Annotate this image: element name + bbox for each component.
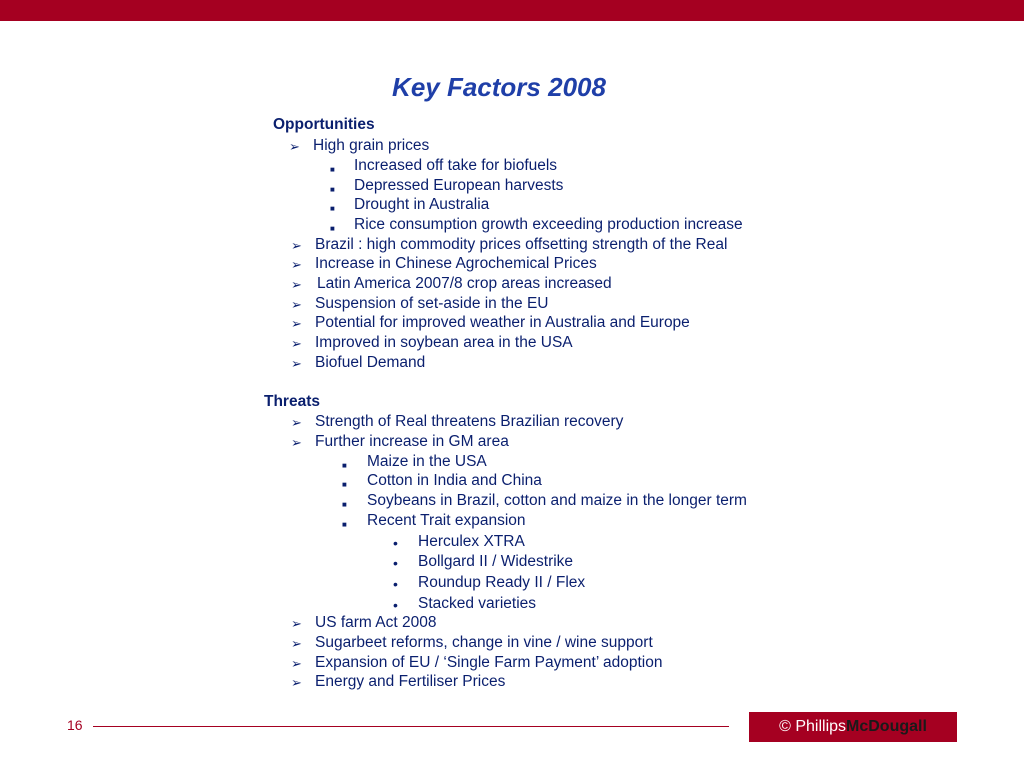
list-item xyxy=(289,137,430,155)
list-item-text: Stacked varieties xyxy=(418,595,537,612)
list-item-text: Improved in soybean area in the USA xyxy=(315,334,573,351)
list-item-text: Depressed European harvests xyxy=(354,177,564,194)
square-bullet-icon: ■ xyxy=(330,185,335,194)
top-accent-bar xyxy=(0,0,1024,21)
slide-title: Key Factors 2008 xyxy=(392,72,606,102)
list-item-text: Rice consumption growth exceeding production increase xyxy=(354,216,743,233)
list-item-text: Latin America 2007/8 crop areas increased xyxy=(317,275,612,292)
dot-bullet-icon: • xyxy=(393,597,398,613)
list-item xyxy=(291,236,728,254)
arrow-bullet-icon: ➢ xyxy=(291,336,302,351)
list-item-text: Potential for improved weather in Australia and Europe xyxy=(315,314,690,331)
list-item xyxy=(291,275,612,293)
arrow-bullet-icon: ➢ xyxy=(291,435,302,450)
list-item-text: Increase in Chinese Agrochemical Prices xyxy=(315,255,597,272)
list-item xyxy=(291,673,506,691)
list-item-text: Soybeans in Brazil, cotton and maize in the longer term xyxy=(367,492,747,509)
list-item xyxy=(342,472,542,490)
list-item xyxy=(330,196,490,214)
arrow-bullet-icon: ➢ xyxy=(291,356,302,371)
arrow-bullet-icon: ➢ xyxy=(291,297,302,312)
footer-divider xyxy=(93,726,729,727)
threats-heading xyxy=(264,393,320,411)
list-item xyxy=(342,512,526,530)
arrow-bullet-icon: ➢ xyxy=(291,277,302,292)
dot-bullet-icon: • xyxy=(393,555,398,571)
list-item xyxy=(393,574,586,592)
list-item-text: Cotton in India and China xyxy=(367,472,542,489)
dot-bullet-icon: • xyxy=(393,535,398,551)
copyright-text: © xyxy=(779,718,796,735)
arrow-bullet-icon: ➢ xyxy=(291,616,302,631)
list-item xyxy=(291,654,663,672)
page-number: 16 xyxy=(67,717,83,733)
brand-name-part2: McDougall xyxy=(846,718,927,735)
list-item-text: Recent Trait expansion xyxy=(367,512,526,529)
list-item-text: Drought in Australia xyxy=(354,196,490,213)
list-item-text: Brazil : high commodity prices offsetting strength of the Real xyxy=(315,236,728,253)
square-bullet-icon: ■ xyxy=(330,204,335,213)
arrow-bullet-icon: ➢ xyxy=(289,139,300,154)
list-item xyxy=(291,255,597,273)
list-item xyxy=(330,216,743,234)
list-item-text: Maize in the USA xyxy=(367,453,487,470)
list-item xyxy=(342,492,747,510)
square-bullet-icon: ■ xyxy=(342,461,347,470)
threats-heading-text: Threats xyxy=(264,393,320,410)
list-item xyxy=(291,634,653,652)
arrow-bullet-icon: ➢ xyxy=(291,675,302,690)
square-bullet-icon: ■ xyxy=(342,500,347,509)
opportunities-heading-text: Opportunities xyxy=(273,116,375,133)
list-item-text: Suspension of set-aside in the EU xyxy=(315,295,549,312)
list-item xyxy=(291,614,437,632)
list-item xyxy=(393,595,537,613)
list-item xyxy=(393,533,525,551)
square-bullet-icon: ■ xyxy=(330,165,335,174)
list-item xyxy=(393,553,574,571)
arrow-bullet-icon: ➢ xyxy=(291,257,302,272)
list-item-text: Herculex XTRA xyxy=(418,533,525,550)
list-item-text: Roundup Ready II / Flex xyxy=(418,574,586,591)
brand-logo xyxy=(749,712,957,742)
arrow-bullet-icon: ➢ xyxy=(291,316,302,331)
list-item-text: Biofuel Demand xyxy=(315,354,426,371)
arrow-bullet-icon: ➢ xyxy=(291,415,302,430)
brand-name-part1: Phillips xyxy=(795,718,847,735)
list-item-text: Energy and Fertiliser Prices xyxy=(315,673,506,690)
opportunities-heading xyxy=(273,116,375,134)
list-item-text: Bollgard II / Widestrike xyxy=(418,553,574,570)
square-bullet-icon: ■ xyxy=(330,224,335,233)
list-item-text: High grain prices xyxy=(313,137,430,154)
square-bullet-icon: ■ xyxy=(342,520,347,529)
arrow-bullet-icon: ➢ xyxy=(291,636,302,651)
dot-bullet-icon: • xyxy=(393,576,398,592)
square-bullet-icon: ■ xyxy=(342,480,347,489)
list-item xyxy=(291,314,690,332)
list-item-text: Expansion of EU / ‘Single Farm Payment’ adoption xyxy=(315,654,663,671)
list-item xyxy=(291,295,549,313)
list-item xyxy=(291,413,624,431)
list-item xyxy=(291,354,426,372)
list-item-text: US farm Act 2008 xyxy=(315,614,437,631)
list-item xyxy=(330,177,564,195)
list-item-text: Strength of Real threatens Brazilian recovery xyxy=(315,413,624,430)
arrow-bullet-icon: ➢ xyxy=(291,656,302,671)
list-item xyxy=(342,453,487,471)
list-item xyxy=(291,433,509,451)
list-item-text: Increased off take for biofuels xyxy=(354,157,558,174)
list-item xyxy=(291,334,573,352)
list-item xyxy=(330,157,558,175)
arrow-bullet-icon: ➢ xyxy=(291,238,302,253)
list-item-text: Further increase in GM area xyxy=(315,433,509,450)
list-item-text: Sugarbeet reforms, change in vine / wine support xyxy=(315,634,653,651)
